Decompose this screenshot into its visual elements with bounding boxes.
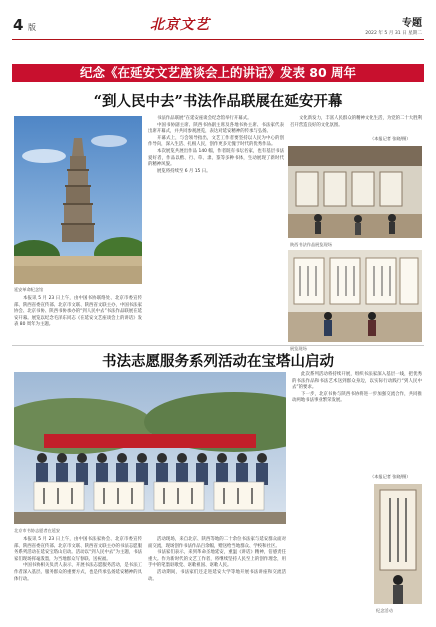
paragraph: 此次系列活动将持续开展，组织书法家深入基层一线，把优秀的书法作品和书法艺术送到群众身边，以实际行动践行“到人民中去”的要求。 [292, 372, 422, 391]
pagoda-photo-caption: 延安革命纪念馆 [14, 287, 44, 292]
masthead: 北京文艺 [150, 17, 210, 33]
banner-title: 纪念《在延安文艺座谈会上的讲话》发表 80 周年 [79, 65, 357, 80]
commemoration-photo [374, 484, 422, 604]
paragraph: 展览将持续至 6 月 15 日。 [157, 168, 211, 174]
article1-column3 [290, 116, 422, 129]
exhibition-hall-photo [288, 146, 422, 238]
article1-credit: （本报记者 张晓/摄） [370, 136, 411, 141]
paragraph: 中国书协副主席、陕西书协副主席及各地书协主席、书法家代表出席开幕式，并共同参观展览，表达对延安精神的传承与弘扬。 [148, 122, 284, 135]
article1-column2 [148, 116, 284, 175]
volunteer-group-caption: 北京市书协志愿者在延安 [14, 528, 61, 533]
paragraph: 下一步，北京书协与陕西书协将进一步加强交流合作，共同推动两地书法事业繁荣发展。 [292, 391, 422, 404]
page-number: 4 [13, 16, 24, 34]
paragraph: 活动现场，来自北京、陕西等地的二十余位书法家与延安群众面对面交流，现场创作书法作品百余幅，赠送给当地群众、学校和社区。 [148, 537, 286, 549]
issue-date: 2022 年 5 月 31 日 星期二 [365, 31, 422, 36]
article1-headline: “到人民中去”书法作品联展在延安开幕 [93, 93, 343, 110]
paragraph: 书法作品联展“在延安座谈会纪念馆举行开幕式。 [157, 116, 252, 121]
paragraph: 中国书协相关负责人表示，开展书法志愿服务活动，是书法工作者深入基层、服务群众的重要方式，也是传承弘扬延安精神的具体行动。 [14, 563, 142, 582]
section-title: 专题 [402, 18, 422, 29]
volunteer-group-photo [14, 372, 286, 524]
paragraph: 书法家们表示，来到革命圣地延安，重温《讲话》精神，倍感责任重大。作为新时代的文艺工作者，将继续坚持人民至上的创作理念，用手中的笔墨讴歌党、讴歌祖国、讴歌人民。 [148, 550, 286, 569]
article2-column1 [14, 537, 142, 583]
article2-credit: （本报记者 张晓/摄） [370, 474, 411, 479]
pagoda-photo [14, 116, 142, 284]
exhibition-visitors-photo [288, 250, 422, 342]
article2-column2 [148, 537, 286, 583]
paragraph: 本次展览共展出作品 140 幅，作者既有书坛名家，也有基层书法爱好者，作品以楷、行、草、隶、篆等多种书体，生动展现了新时代的精神风貌。 [148, 148, 284, 168]
header-rule [12, 39, 424, 40]
page-label: 版 [28, 23, 36, 32]
article1-column1 [14, 296, 142, 329]
commemoration-caption: 纪念活动 [376, 608, 393, 613]
paragraph: 本报讯 5 月 23 日上午，由中国书协联络处、北京市委宣传部、陕西省委宣传部、北京市文联、陕西省文联主办，中国书法家协会、北京书协、陕西书协承办的“到人民中去”书法作品联展在延安开幕。展览以纪念毛泽东同志《在延安文艺座谈会上的讲话》发表 80 周年为主题。 [14, 296, 142, 328]
article2-column3 [292, 372, 422, 405]
paragraph: 开幕式上，与会领导指出，文艺工作者要坚持以人民为中心的创作导向，深入生活、扎根人民，创作更多无愧于时代的优秀作品。 [148, 135, 284, 148]
article2-headline: 书法志愿服务系列活动在宝塔山启动 [102, 353, 334, 370]
exhibition-hall-caption: 陕西书法作品展览现场 [290, 242, 332, 247]
exhibition-visitors-caption: 展览现场 [290, 346, 307, 351]
paragraph: 本报讯 5 月 23 日上午，由中国书法家协会、北京市委宣传部、陕西省委宣传部、北京市文联、陕西省文联主办的书法志愿服务系列活动在延安宝塔山启动。活动以“到人民中去”为主题，书法家们现场挥毫泼墨，为当地群众写春联、送祝福。 [14, 537, 142, 562]
paragraph: 活动期间，书法家们还走进延安大学等地开展书法讲座和交流活动。 [148, 569, 286, 582]
paragraph: 文化新发力，丰富人民群众的精神文化生活，为党的二十大胜利召开营造良好的文化氛围。 [290, 116, 422, 128]
article-divider [12, 345, 424, 346]
